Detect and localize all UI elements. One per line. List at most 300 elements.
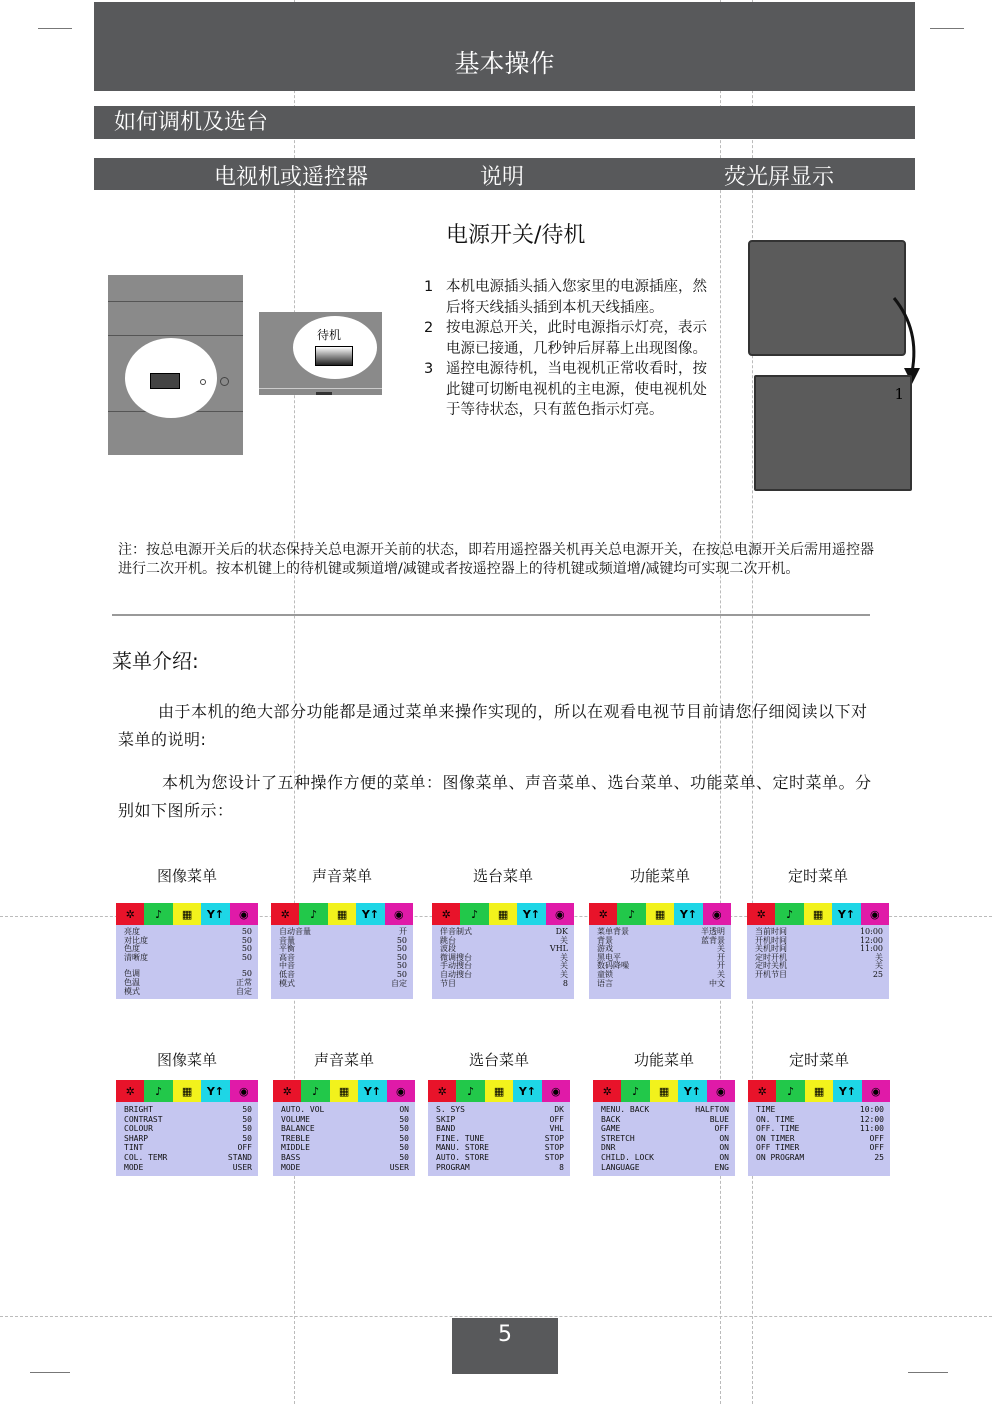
menu-item-value: 12:00 — [859, 935, 883, 945]
menu-row — [601, 1143, 729, 1153]
menu-row — [281, 1134, 409, 1144]
menu-item-value: 自定 — [236, 986, 252, 996]
menu-item-value: OFF — [237, 1143, 252, 1153]
menu-row — [436, 1153, 564, 1163]
menu-row — [124, 962, 252, 970]
timer-icon: ◉ — [230, 903, 258, 925]
crop-mark — [38, 28, 72, 29]
menu-item-value: 25 — [874, 1152, 884, 1162]
menu-item-value: 关 — [717, 969, 725, 979]
sound-icon: ♪ — [617, 903, 645, 925]
menu-item-label: BACK — [601, 1114, 621, 1124]
picture-icon: ✲ — [593, 1080, 621, 1102]
menu-item-value: 11:00 — [859, 1124, 884, 1134]
menu-item-value: USER — [389, 1162, 409, 1172]
menu-row — [124, 979, 252, 988]
picture-icon: ✲ — [273, 1080, 301, 1102]
menu-item-label: 清晰度 — [124, 952, 148, 962]
power-steps — [424, 277, 714, 421]
menu-row — [756, 1143, 884, 1153]
menu-item-value: 10:00 — [859, 1105, 884, 1114]
menu-row — [124, 937, 252, 946]
menu-item-value: 关 — [875, 961, 883, 971]
menu-item-label: 跳台 — [440, 935, 456, 945]
guide-line — [0, 1316, 992, 1317]
intro-paragraph-2: 本机为您设计了五种操作方便的菜单：图像菜单、声音菜单、选台菜单、功能菜单、定时菜单。分别如下图所示： — [118, 773, 872, 820]
timer-icon: ◉ — [385, 903, 413, 925]
menu-panel — [747, 903, 889, 999]
menu-item-label: 自动音量 — [279, 927, 311, 936]
menu-row — [279, 954, 407, 963]
menu-item-label: 当前时间 — [755, 927, 787, 936]
channel-icon: ▦ — [650, 1080, 678, 1102]
function-icon: Y↑ — [832, 903, 860, 925]
menu-row — [124, 954, 252, 963]
menu-item-value: 8 — [562, 978, 568, 988]
crop-mark — [908, 1372, 948, 1373]
menu-item-value: 8 — [559, 1162, 564, 1172]
menu-item-label: AUTO. STORE — [436, 1152, 489, 1162]
menu-item-value: ENG — [714, 1162, 729, 1172]
menu-item-value: 50 — [399, 1152, 409, 1162]
menu-item-label: 平衡 — [279, 944, 295, 954]
page-number: 5 — [452, 1318, 558, 1374]
menu-item-value: 中文 — [709, 978, 725, 988]
menu-row — [597, 962, 725, 971]
channel-icon: ▦ — [804, 903, 832, 925]
menu-row — [601, 1115, 729, 1125]
menu-row — [124, 1105, 252, 1115]
channel-icon: ▦ — [330, 1080, 358, 1102]
menu-label: 定时菜单 — [788, 1051, 849, 1069]
menu-row — [601, 1134, 729, 1144]
menu-item-label: BAND — [436, 1124, 456, 1134]
intro-paragraph-1: 由于本机的绝大部分功能都是通过菜单来操作实现的，所以在观看电视节目前请您仔细阅读以下对菜单的说明: — [118, 702, 868, 749]
menu-row — [124, 1163, 252, 1173]
menu-item-value: 开 — [717, 961, 725, 971]
menu-item-value: 50 — [396, 961, 407, 971]
sound-icon: ♪ — [144, 903, 172, 925]
menu-row — [440, 937, 568, 946]
menu-label: 图像菜单 — [156, 1051, 217, 1069]
menu-row — [756, 1105, 884, 1115]
menu-item-label: ON. TIME — [756, 1114, 795, 1124]
menu-row — [436, 1115, 564, 1125]
menu-item-value: 关 — [560, 952, 568, 962]
menu-item-label: BASS — [281, 1152, 301, 1162]
menu-item-value: 自定 — [391, 978, 407, 988]
menu-row — [601, 1153, 729, 1163]
column-header-bar — [94, 158, 915, 190]
menu-panel — [428, 1080, 570, 1176]
menu-icon-bar — [589, 903, 731, 925]
menu-item-label: 亮度 — [124, 927, 140, 936]
menu-item-label: 开机时间 — [755, 935, 787, 945]
menu-icon-bar — [116, 1080, 258, 1102]
menu-item-label: GAME — [601, 1124, 621, 1134]
menu-row — [281, 1105, 409, 1115]
sound-icon: ♪ — [301, 1080, 329, 1102]
menu-item-label: 微调搜台 — [440, 952, 472, 962]
menu-item-label: MODE — [281, 1162, 301, 1172]
menu-item-label: STRETCH — [601, 1133, 635, 1143]
menu-row — [436, 1134, 564, 1144]
menu-row — [279, 928, 407, 937]
menu-label: 功能菜单 — [629, 867, 690, 885]
menu-panel — [432, 903, 574, 999]
menu-icon-bar — [428, 1080, 570, 1102]
menu-panel — [748, 1080, 890, 1176]
column-description: 说明 — [480, 165, 525, 190]
menu-item-label: 定时关机 — [755, 961, 787, 971]
menu-row — [124, 970, 252, 979]
menu-item-value: BLUE — [709, 1114, 729, 1124]
menu-item-label: 伴音制式 — [440, 927, 472, 936]
menu-row — [279, 971, 407, 980]
menu-item-label: 背景 — [597, 935, 613, 945]
menu-item-value: 蓝背景 — [701, 935, 725, 945]
menu-item-label: BALANCE — [281, 1124, 315, 1134]
sound-icon: ♪ — [776, 1080, 804, 1102]
menu-row — [440, 928, 568, 937]
picture-icon: ✲ — [747, 903, 775, 925]
menu-item-label: 定时开机 — [755, 952, 787, 962]
power-button-icon — [150, 373, 180, 389]
menu-item-label: LANGUAGE — [601, 1162, 640, 1172]
menu-item-value: 50 — [396, 935, 407, 945]
menu-row — [281, 1153, 409, 1163]
menu-item-value: 50 — [241, 952, 252, 962]
menu-item-label: 模式 — [124, 986, 140, 996]
menu-item-value: 11:00 — [859, 944, 883, 954]
menu-item-value: 10:00 — [859, 927, 883, 936]
function-icon: Y↑ — [833, 1080, 861, 1102]
menu-item-value: VHL — [549, 1124, 564, 1134]
picture-icon: ✲ — [432, 903, 460, 925]
menu-row — [124, 1134, 252, 1144]
picture-icon: ✲ — [116, 903, 144, 925]
menu-item-value: 50 — [399, 1114, 409, 1124]
menu-row — [756, 1134, 884, 1144]
menu-row — [756, 1124, 884, 1134]
menu-item-value: STAND — [227, 1152, 252, 1162]
menu-panel — [593, 1080, 735, 1176]
menu-item-value: 正常 — [236, 977, 252, 987]
menu-item-label: 游戏 — [597, 944, 613, 954]
function-icon: Y↑ — [201, 1080, 229, 1102]
crop-mark — [30, 1372, 70, 1373]
function-icon: Y↑ — [356, 903, 384, 925]
menu-icon-bar — [271, 903, 413, 925]
menu-item-label: 节目 — [440, 978, 456, 988]
crop-mark — [930, 28, 964, 29]
timer-icon: ◉ — [230, 1080, 258, 1102]
column-display: 荧光屏显示 — [724, 165, 835, 190]
sound-icon: ♪ — [775, 903, 803, 925]
menu-item-value: 关 — [560, 935, 568, 945]
menu-item-value: 50 — [396, 952, 407, 962]
menu-item-label: AUTO. VOL — [281, 1105, 325, 1114]
menu-item-label: 关机时间 — [755, 944, 787, 954]
menu-item-value: 50 — [242, 1105, 252, 1114]
menu-row — [281, 1115, 409, 1125]
menu-row — [124, 1143, 252, 1153]
channel-icon: ▦ — [485, 1080, 513, 1102]
menu-panel — [271, 903, 413, 999]
menu-item-label: COL. TEMR — [124, 1152, 168, 1162]
section-title: 如何调机及选台 — [94, 106, 915, 139]
menu-item-label: VOLUME — [281, 1114, 310, 1124]
page-header — [94, 2, 915, 91]
menu-row — [436, 1163, 564, 1173]
page-title: 基本操作 — [454, 48, 555, 78]
menu-item-label: ON TIMER — [756, 1133, 795, 1143]
picture-icon: ✲ — [748, 1080, 776, 1102]
menu-panel — [116, 1080, 258, 1176]
menu-row — [597, 937, 725, 946]
menu-item-label: 菜单背景 — [597, 927, 629, 936]
menu-item-value: OFF — [869, 1133, 884, 1143]
menu-item-value: VHL — [549, 944, 568, 954]
menu-icon-bar — [116, 903, 258, 925]
menu-item-label: 低音 — [279, 969, 295, 979]
menu-item-label: CHILD. LOCK — [601, 1152, 654, 1162]
menu-item-label: DNR — [601, 1143, 616, 1153]
menu-row — [597, 980, 725, 989]
menu-item-label: TIME — [756, 1105, 776, 1114]
menu-row — [755, 971, 883, 980]
menu-item-value: 12:00 — [859, 1114, 884, 1124]
menu-icon-bar — [748, 1080, 890, 1102]
menu-label: 声音菜单 — [313, 1051, 374, 1069]
menu-item-label: PROGRAM — [436, 1162, 470, 1172]
menu-item-value: 50 — [396, 969, 407, 979]
picture-icon: ✲ — [589, 903, 617, 925]
menu-item-label: 模式 — [279, 978, 295, 988]
menu-item-value: 50 — [242, 1124, 252, 1134]
menu-item-label: 音量 — [279, 935, 295, 945]
menu-item-value: ON — [399, 1105, 409, 1114]
menu-label: 功能菜单 — [633, 1051, 694, 1069]
menu-item-value: OFF — [869, 1143, 884, 1153]
menu-label: 图像菜单 — [156, 867, 217, 885]
note-text: 注：按总电源开关后的状态保持关总电源开关前的状态，即若用遥控器关机再关总电源开关，在按总电源开关后需用遥控器进行二次开机。按本机键上的待机键或频道增/减键或者按遥控器上的待机键或频道增/减键均可实现二次开机。 — [118, 542, 874, 577]
menu-item-label: 手动搜台 — [440, 961, 472, 971]
menu-item-label: TREBLE — [281, 1133, 310, 1143]
menu-label: 选台菜单 — [472, 867, 533, 885]
menu-item-value: 50 — [396, 944, 407, 954]
menu-row — [124, 1153, 252, 1163]
menu-item-value: STOP — [544, 1143, 564, 1153]
timer-icon: ◉ — [703, 903, 731, 925]
sound-icon: ♪ — [144, 1080, 172, 1102]
menu-item-value: 50 — [241, 927, 252, 936]
menu-item-value: 关 — [717, 944, 725, 954]
menu-item-label: 开机节目 — [755, 969, 787, 979]
step-item: 2 按电源总开关，此时电源指示灯亮，表示电源已接通，几秒钟后屏幕上出现图像。 — [424, 320, 707, 357]
menu-item-label: 语言 — [597, 978, 613, 988]
menu-row — [756, 1153, 884, 1163]
menu-row — [436, 1143, 564, 1153]
sound-icon: ♪ — [456, 1080, 484, 1102]
menu-item-value: 50 — [242, 1133, 252, 1143]
channel-icon: ▦ — [489, 903, 517, 925]
menu-item-label: S. SYS — [436, 1105, 465, 1114]
menu-row — [124, 988, 252, 997]
function-icon: Y↑ — [517, 903, 545, 925]
menu-item-label: OFF TIMER — [756, 1143, 800, 1153]
menu-item-value: 关 — [560, 961, 568, 971]
menu-row — [436, 1105, 564, 1115]
menu-item-value: 50 — [399, 1143, 409, 1153]
sound-icon: ♪ — [460, 903, 488, 925]
menu-panel — [116, 903, 258, 999]
menu-row — [440, 971, 568, 980]
channel-icon: ▦ — [173, 1080, 201, 1102]
menu-row — [756, 1115, 884, 1125]
menu-item-value: 50 — [242, 1114, 252, 1124]
menu-item-label: COLOUR — [124, 1124, 153, 1134]
menu-item-label: 中音 — [279, 961, 295, 971]
menu-item-value: 25 — [872, 969, 883, 979]
menu-item-value: 开 — [717, 952, 725, 962]
menu-item-value: 半透明 — [701, 927, 725, 936]
function-icon: Y↑ — [358, 1080, 386, 1102]
menu-item-label: 色调 — [124, 969, 140, 979]
menu-item-label: MODE — [124, 1162, 144, 1172]
menu-item-label: 色度 — [124, 944, 140, 954]
menu-row — [124, 1115, 252, 1125]
picture-icon: ✲ — [271, 903, 299, 925]
channel-icon: ▦ — [173, 903, 201, 925]
channel-number: 1 — [894, 385, 904, 403]
menu-item-value: 开 — [399, 927, 407, 936]
menu-icon-bar — [273, 1080, 415, 1102]
channel-icon: ▦ — [805, 1080, 833, 1102]
menu-item-value: STOP — [544, 1133, 564, 1143]
menu-item-label: MIDDLE — [281, 1143, 310, 1153]
sound-icon: ♪ — [299, 903, 327, 925]
menu-row — [440, 980, 568, 989]
menu-item-label: 对比度 — [124, 935, 148, 945]
timer-icon: ◉ — [387, 1080, 415, 1102]
menu-item-label: TINT — [124, 1143, 144, 1153]
menu-panel — [589, 903, 731, 999]
menu-row — [279, 980, 407, 989]
menu-item-label: 黑电平 — [597, 952, 621, 962]
menu-intro-title: 菜单介绍: — [112, 649, 199, 673]
menu-row — [124, 1124, 252, 1134]
menu-item-label: 自动搜台 — [440, 969, 472, 979]
menu-item-label: 高音 — [279, 952, 295, 962]
menu-panel — [273, 1080, 415, 1176]
menu-item-value: 50 — [241, 935, 252, 945]
timer-icon: ◉ — [546, 903, 574, 925]
menu-item-label: ON PROGRAM — [756, 1152, 805, 1162]
menu-row — [281, 1143, 409, 1153]
timer-icon: ◉ — [861, 903, 889, 925]
menu-item-value: OFF — [714, 1124, 729, 1134]
picture-icon: ✲ — [428, 1080, 456, 1102]
menu-icon-bar — [593, 1080, 735, 1102]
menu-item-label: 色温 — [124, 977, 140, 987]
menu-item-label: 数码降噪 — [597, 961, 629, 971]
menu-item-value: 50 — [241, 969, 252, 979]
menu-item-value: ON — [719, 1152, 729, 1162]
menu-item-label: 波段 — [440, 944, 456, 954]
function-icon: Y↑ — [678, 1080, 706, 1102]
step-item: 1 本机电源插头插入您家里的电源插座，然后将天线插头插到本机天线插座。 — [424, 279, 707, 316]
picture-icon: ✲ — [116, 1080, 144, 1102]
menu-item-label: MANU. STORE — [436, 1143, 489, 1153]
menu-item-value: STOP — [544, 1152, 564, 1162]
timer-icon: ◉ — [542, 1080, 570, 1102]
menu-item-label: 童锁 — [597, 969, 613, 979]
menu-label: 定时菜单 — [787, 867, 848, 885]
function-icon: Y↑ — [674, 903, 702, 925]
timer-icon: ◉ — [707, 1080, 735, 1102]
menu-item-label: BRIGHT — [124, 1105, 153, 1114]
menu-icon-bar — [432, 903, 574, 925]
menu-row — [597, 971, 725, 980]
menu-item-value: ON — [719, 1133, 729, 1143]
function-icon: Y↑ — [201, 903, 229, 925]
menu-row — [279, 962, 407, 971]
menu-item-label: FINE. TUNE — [436, 1133, 485, 1143]
menu-item-value: 关 — [875, 952, 883, 962]
menu-item-label: MENU. BACK — [601, 1105, 650, 1114]
menu-item-value: 关 — [560, 969, 568, 979]
menu-item-value: USER — [232, 1162, 252, 1172]
step-item: 3 遥控电源待机，当电视机正常收看时，按此键可切断电视机的主电源，使电视机处于等待状态，只有蓝色指示灯亮。 — [424, 361, 707, 418]
sound-icon: ♪ — [621, 1080, 649, 1102]
menu-item-value: HALFTON — [695, 1105, 729, 1114]
menu-row — [601, 1124, 729, 1134]
channel-icon: ▦ — [328, 903, 356, 925]
menu-label: 选台菜单 — [468, 1051, 529, 1069]
menu-item-label: SHARP — [124, 1133, 149, 1143]
standby-label: 待机 — [317, 328, 342, 342]
menu-item-label: OFF. TIME — [756, 1124, 800, 1134]
screen-on — [754, 375, 912, 491]
menu-label: 声音菜单 — [311, 867, 372, 885]
menu-row — [281, 1163, 409, 1173]
menu-item-value: DK — [554, 1105, 564, 1114]
menu-icon-bar — [747, 903, 889, 925]
standby-button-icon — [315, 346, 353, 366]
menu-row — [601, 1105, 729, 1115]
menu-row — [281, 1124, 409, 1134]
menu-item-value: 50 — [399, 1124, 409, 1134]
remote-illustration — [259, 312, 382, 395]
power-section-title: 电源开关/待机 — [446, 223, 586, 248]
menu-item-label: CONTRAST — [124, 1114, 163, 1124]
divider — [112, 614, 870, 616]
menu-item-value: OFF — [549, 1114, 564, 1124]
menu-row — [436, 1124, 564, 1134]
tv-front-illustration — [108, 275, 243, 455]
timer-icon: ◉ — [862, 1080, 890, 1102]
menu-row — [279, 937, 407, 946]
function-icon: Y↑ — [513, 1080, 541, 1102]
menu-item-value: ON — [719, 1143, 729, 1153]
menu-item-label: SKIP — [436, 1114, 456, 1124]
channel-icon: ▦ — [646, 903, 674, 925]
menu-item-value: 50 — [399, 1133, 409, 1143]
menu-item-value: DK — [555, 927, 568, 936]
menu-item-value: 50 — [241, 944, 252, 954]
menu-row — [601, 1163, 729, 1173]
